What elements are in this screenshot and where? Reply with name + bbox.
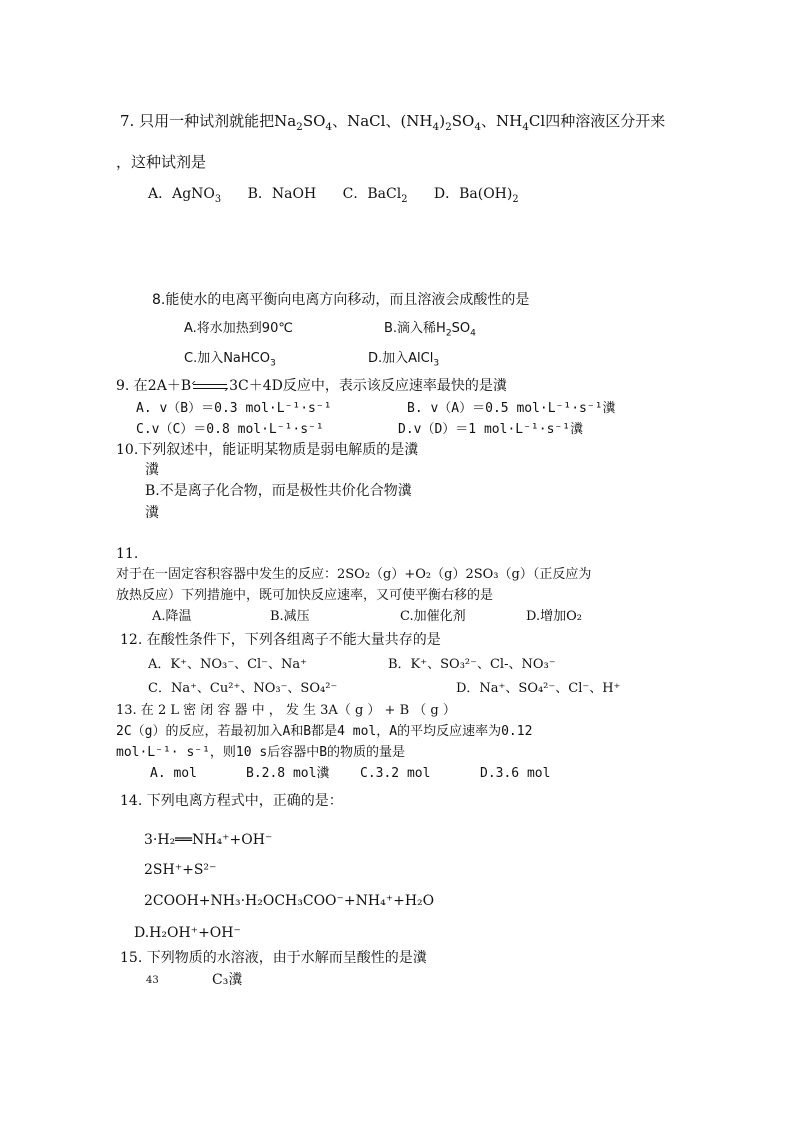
q11-option-b: B.减压 — [270, 609, 310, 624]
q8-option-d: D.加入AlCl$_3$ — [368, 351, 440, 369]
q12-stem: 12. 在酸性条件下，下列各组离子不能大量共存的是 — [120, 632, 441, 648]
q14-option-d: D.H₂OH⁺+OH⁻ — [134, 925, 241, 941]
q9-option-d: D.v（D）＝1 mol·L⁻¹·s⁻¹瀵 — [398, 422, 584, 437]
q15-option-fragment: C₃瀵 — [212, 972, 243, 988]
q10-option-b: B.不是离子化合物，而是极性共价化合物瀵 — [145, 483, 412, 499]
q9-option-b: B. v（A）＝0.5 mol·L⁻¹·s⁻¹瀵 — [407, 401, 616, 416]
q15-stem: 15. 下列物质的水溶液，由于水解而呈酸性的是瀵 — [120, 950, 427, 966]
q9-stem: 9. 在2A＋B 3C＋4D反应中，表示该反应速率最快的是瀵 — [116, 378, 507, 394]
q7-option-a: A．AgNO$_3$ — [148, 186, 222, 205]
q7-option-b: B．NaOH — [247, 186, 317, 202]
equilibrium-arrow-icon — [193, 381, 227, 391]
q11-stem-line1: 对于在一固定容积容器中发生的反应：2SO₂（g）+O₂（g）2SO₃（g）（正反应为 — [116, 567, 592, 582]
q14-option-c: 2COOH+NH₃·H₂OCH₃COO⁻+NH₄⁺+H₂O — [144, 893, 435, 909]
q8-option-c: C.加入NaHCO$_3$ — [184, 351, 276, 369]
q9-option-c: C.v（C）＝0.8 mol·L⁻¹·s⁻¹ — [136, 422, 324, 437]
q12-option-a: A．K⁺、NO₃⁻、Cl⁻、Na⁺ — [148, 657, 308, 672]
q7-stem-line1: 7. 只用一种试剂就能把$Na_2SO_4$、NaCl、$(NH_4)_2SO_4$、$NH_4Cl$四种溶液区分开来 — [120, 112, 666, 133]
q12-option-d: D．Na⁺、SO₄²⁻、Cl⁻、H⁺ — [456, 681, 621, 696]
q11-option-c: C.加催化剂 — [400, 609, 466, 624]
q7-option-d: D．$Ba(OH)_2$ — [433, 186, 519, 205]
q14-option-b: 2SH⁺+S²⁻ — [144, 862, 217, 878]
q13-stem-line3: mol·L⁻¹· s⁻¹，则10 s后容器中B的物质的量是 — [116, 745, 406, 760]
q11-stem-line2: 放热反应）下列措施中，既可加快反应速率，又可使平衡右移的是 — [116, 588, 494, 603]
q13-option-a: A. mol — [150, 766, 197, 781]
q13-option-c: C.3.2 mol — [360, 766, 431, 781]
q7-stem-line2: ，这种试剂是 — [116, 153, 207, 171]
q12-option-c: C．Na⁺、Cu²⁺、NO₃⁻、SO₄²⁻ — [148, 681, 338, 696]
q7-options — [148, 186, 519, 203]
q7-option-c: C．BaCl$_2$ — [342, 186, 408, 205]
q13-option-d: D.3.6 mol — [480, 766, 551, 781]
q10-garbled-line: 瀵 — [145, 505, 159, 521]
q14-stem: 14. 下列电离方程式中，正确的是： — [120, 793, 343, 809]
q15-option-fragment: 43 — [146, 975, 159, 986]
q11-option-d: D.增加O₂ — [526, 609, 582, 624]
q13-stem-line1: 13. 在 2 L 密 闭 容 器 中 ， 发 生 3A（ g ） + B （ g ） — [116, 703, 456, 718]
q9-option-a: A. v（B）＝0.3 mol·L⁻¹·s⁻¹ — [136, 401, 332, 416]
q8-option-a: A.将水加热到90℃ — [184, 321, 293, 336]
q8-stem: 8.能使水的电离平衡向电离方向移动，而且溶液会成酸性的是 — [152, 292, 530, 308]
q12-option-b: B．K⁺、SO₃²⁻、Cl-、NO₃⁻ — [388, 657, 556, 672]
q11-number: 11. — [116, 546, 139, 562]
q13-option-b: B.2.8 mol瀵 — [246, 766, 330, 781]
q13-stem-line2: 2C（g）的反应，若最初加入A和B都是4 mol，A的平均反应速率为0.12 — [116, 724, 533, 739]
q10-stem: 10.下列叙述中，能证明某物质是弱电解质的是瀵 — [116, 442, 419, 458]
q11-option-a: A.降温 — [152, 609, 192, 624]
q8-option-b: B.滴入稀$H_2SO_4$ — [384, 321, 476, 339]
q10-garbled-line: 瀵 — [145, 462, 159, 478]
q14-option-a: 3·H₂══NH₄⁺+OH⁻ — [144, 832, 273, 848]
